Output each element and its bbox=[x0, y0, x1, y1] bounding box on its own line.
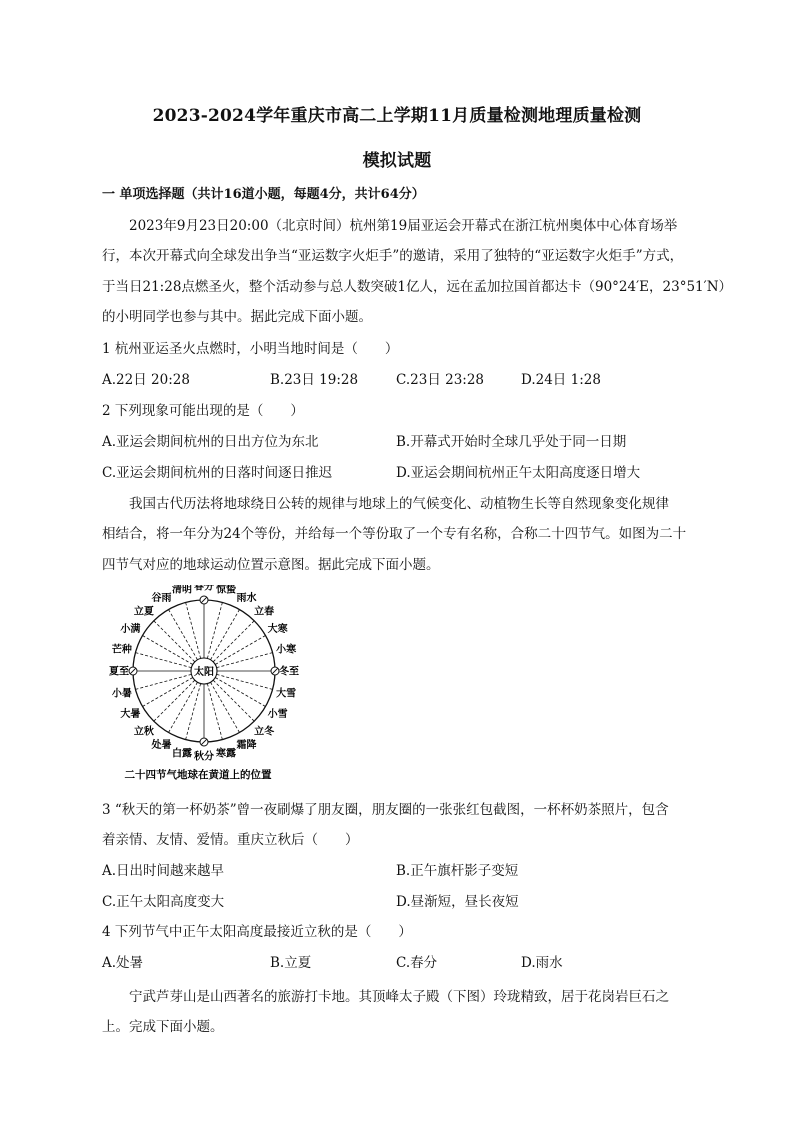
term-ray bbox=[211, 610, 240, 660]
section-heading: 一 单项选择题（共计16道小题，每题4分，共计64分） bbox=[102, 187, 425, 202]
solar-term-label: 小寒 bbox=[276, 644, 297, 656]
solar-term-label: 惊蛰 bbox=[216, 585, 236, 596]
term-ray bbox=[207, 602, 222, 658]
solar-term-label: 春分 bbox=[194, 585, 214, 593]
solar-term-label: 小雪 bbox=[267, 709, 288, 720]
solar-term-label: 清明 bbox=[172, 585, 192, 596]
term-ray bbox=[143, 636, 193, 665]
passage2-line-2: 相结合，将一年分为24个等份，并给每一个等份取了一个专有名称，合称二十四节气。如图为二十 bbox=[102, 526, 687, 542]
solar-term-label: 霜降 bbox=[236, 740, 257, 752]
passage3-line-1: 宁武芦芽山是山西著名的旅游打卡地。其顶峰太子殿（下图）玲珑精致，居于花岗岩巨石之 bbox=[129, 989, 669, 1005]
page-title: 2023-2024学年重庆市高二上学期11月质量检测地理质量检测 bbox=[152, 106, 642, 126]
question-1-option-a[interactable]: A.22日 20:28 bbox=[102, 372, 190, 388]
solar-terms-figure bbox=[102, 585, 302, 785]
solar-term-label: 芒种 bbox=[111, 644, 132, 656]
solar-term-label: 谷雨 bbox=[151, 592, 172, 604]
question-3-option-b[interactable]: B.正午旗杆影子变短 bbox=[396, 863, 519, 879]
question-3-stem-line-1: 3 “秋天的第一杯奶茶”曾一夜刷爆了朋友圈，朋友圈的一张张红包截图，一杯杯奶茶照片，包含 bbox=[102, 802, 669, 818]
figure-caption: 二十四节气地球在黄道上的位置 bbox=[124, 769, 272, 781]
question-2-option-a[interactable]: A.亚运会期间杭州的日出方位为东北 bbox=[102, 434, 319, 450]
term-ray bbox=[154, 621, 195, 662]
question-4-option-c[interactable]: C.春分 bbox=[396, 955, 438, 971]
sun-label: 太阳 bbox=[194, 667, 214, 678]
question-2-option-d[interactable]: D.亚运会期间杭州正午太阳高度逐日增大 bbox=[396, 465, 641, 481]
term-ray bbox=[169, 610, 198, 660]
term-ray bbox=[215, 636, 265, 665]
passage2-line-3: 四节气对应的地球运动位置示意图。据此完成下面小题。 bbox=[102, 557, 440, 573]
question-2-option-b[interactable]: B.开幕式开始时全球几乎处于同一日期 bbox=[396, 434, 627, 450]
term-ray bbox=[217, 653, 273, 668]
question-3-option-c[interactable]: C.正午太阳高度变大 bbox=[102, 894, 225, 910]
question-3-option-d[interactable]: D.昼渐短，昼长夜短 bbox=[396, 894, 519, 910]
solar-term-label: 小满 bbox=[120, 624, 141, 635]
passage1-line-3: 于当日21:28点燃圣火，整个活动参与总人数突破1亿人，远在孟加拉国首都达卡（90°24′E，23°51′N） bbox=[102, 279, 733, 295]
page-subtitle: 模拟试题 bbox=[362, 151, 432, 171]
passage1-line-1: 2023年9月23日20:00（北京时间）杭州第19届亚运会开幕式在浙江杭州奥体中心体育场举 bbox=[129, 218, 678, 234]
question-4-option-d[interactable]: D.雨水 bbox=[521, 955, 563, 971]
solar-term-label: 立冬 bbox=[254, 726, 275, 738]
passage1-line-4: 的小明同学也参与其中。据此完成下面小题。 bbox=[102, 309, 372, 325]
term-ray bbox=[217, 674, 273, 689]
question-1-stem: 1 杭州亚运圣火点燃时，小明当地时间是（ ） bbox=[102, 341, 399, 357]
question-4-option-a[interactable]: A.处暑 bbox=[102, 955, 144, 971]
term-ray bbox=[213, 680, 254, 721]
term-ray bbox=[154, 680, 195, 721]
solar-term-label: 白露 bbox=[172, 748, 192, 760]
term-ray bbox=[135, 674, 191, 689]
question-3-option-a[interactable]: A.日出时间越来越早 bbox=[102, 863, 225, 879]
solar-term-label: 大雪 bbox=[276, 688, 297, 700]
passage3-line-2: 上。完成下面小题。 bbox=[102, 1019, 224, 1035]
solar-term-label: 立秋 bbox=[133, 726, 154, 738]
question-4-option-b[interactable]: B.立夏 bbox=[270, 955, 312, 971]
term-ray bbox=[213, 621, 254, 662]
solar-term-label: 小暑 bbox=[111, 688, 132, 700]
solar-terms-diagram bbox=[102, 585, 302, 785]
question-4-stem: 4 下列节气中正午太阳高度最接近立秋的是（ ） bbox=[102, 924, 412, 940]
term-ray bbox=[169, 682, 198, 732]
solar-term-label: 立春 bbox=[254, 606, 275, 618]
question-1-option-c[interactable]: C.23日 23:28 bbox=[396, 372, 485, 388]
term-ray bbox=[135, 653, 191, 668]
question-2-stem: 2 下列现象可能出现的是（ ） bbox=[102, 403, 304, 419]
solar-term-label: 大寒 bbox=[267, 624, 288, 635]
solar-term-label: 大暑 bbox=[120, 709, 141, 720]
solar-term-label: 秋分 bbox=[194, 751, 214, 763]
solar-term-label: 寒露 bbox=[216, 748, 236, 760]
question-1-option-b[interactable]: B.23日 19:28 bbox=[270, 372, 359, 388]
term-ray bbox=[186, 684, 201, 740]
solar-term-label: 立夏 bbox=[133, 606, 154, 618]
question-2-option-c[interactable]: C.亚运会期间杭州的日落时间逐日推迟 bbox=[102, 465, 333, 481]
passage2-line-1: 我国古代历法将地球绕日公转的规律与地球上的气候变化、动植物生长等自然现象变化规律 bbox=[129, 496, 669, 512]
question-3-stem-line-2: 着亲情、友情、爱情。重庆立秋后（ ） bbox=[102, 832, 359, 848]
term-ray bbox=[186, 602, 201, 658]
solar-term-label: 处暑 bbox=[151, 740, 172, 752]
passage1-line-2: 行，本次开幕式向全球发出争当“亚运数字火炬手”的邀请，采用了独特的“亚运数字火炬手”方式， bbox=[102, 248, 684, 264]
term-ray bbox=[143, 678, 193, 707]
solar-term-label: 冬至 bbox=[279, 666, 299, 678]
term-ray bbox=[215, 678, 265, 707]
solar-term-label: 夏至 bbox=[109, 666, 129, 678]
term-ray bbox=[211, 682, 240, 732]
term-ray bbox=[207, 684, 222, 740]
question-1-option-d[interactable]: D.24日 1:28 bbox=[521, 372, 601, 388]
solar-term-label: 雨水 bbox=[236, 592, 257, 604]
